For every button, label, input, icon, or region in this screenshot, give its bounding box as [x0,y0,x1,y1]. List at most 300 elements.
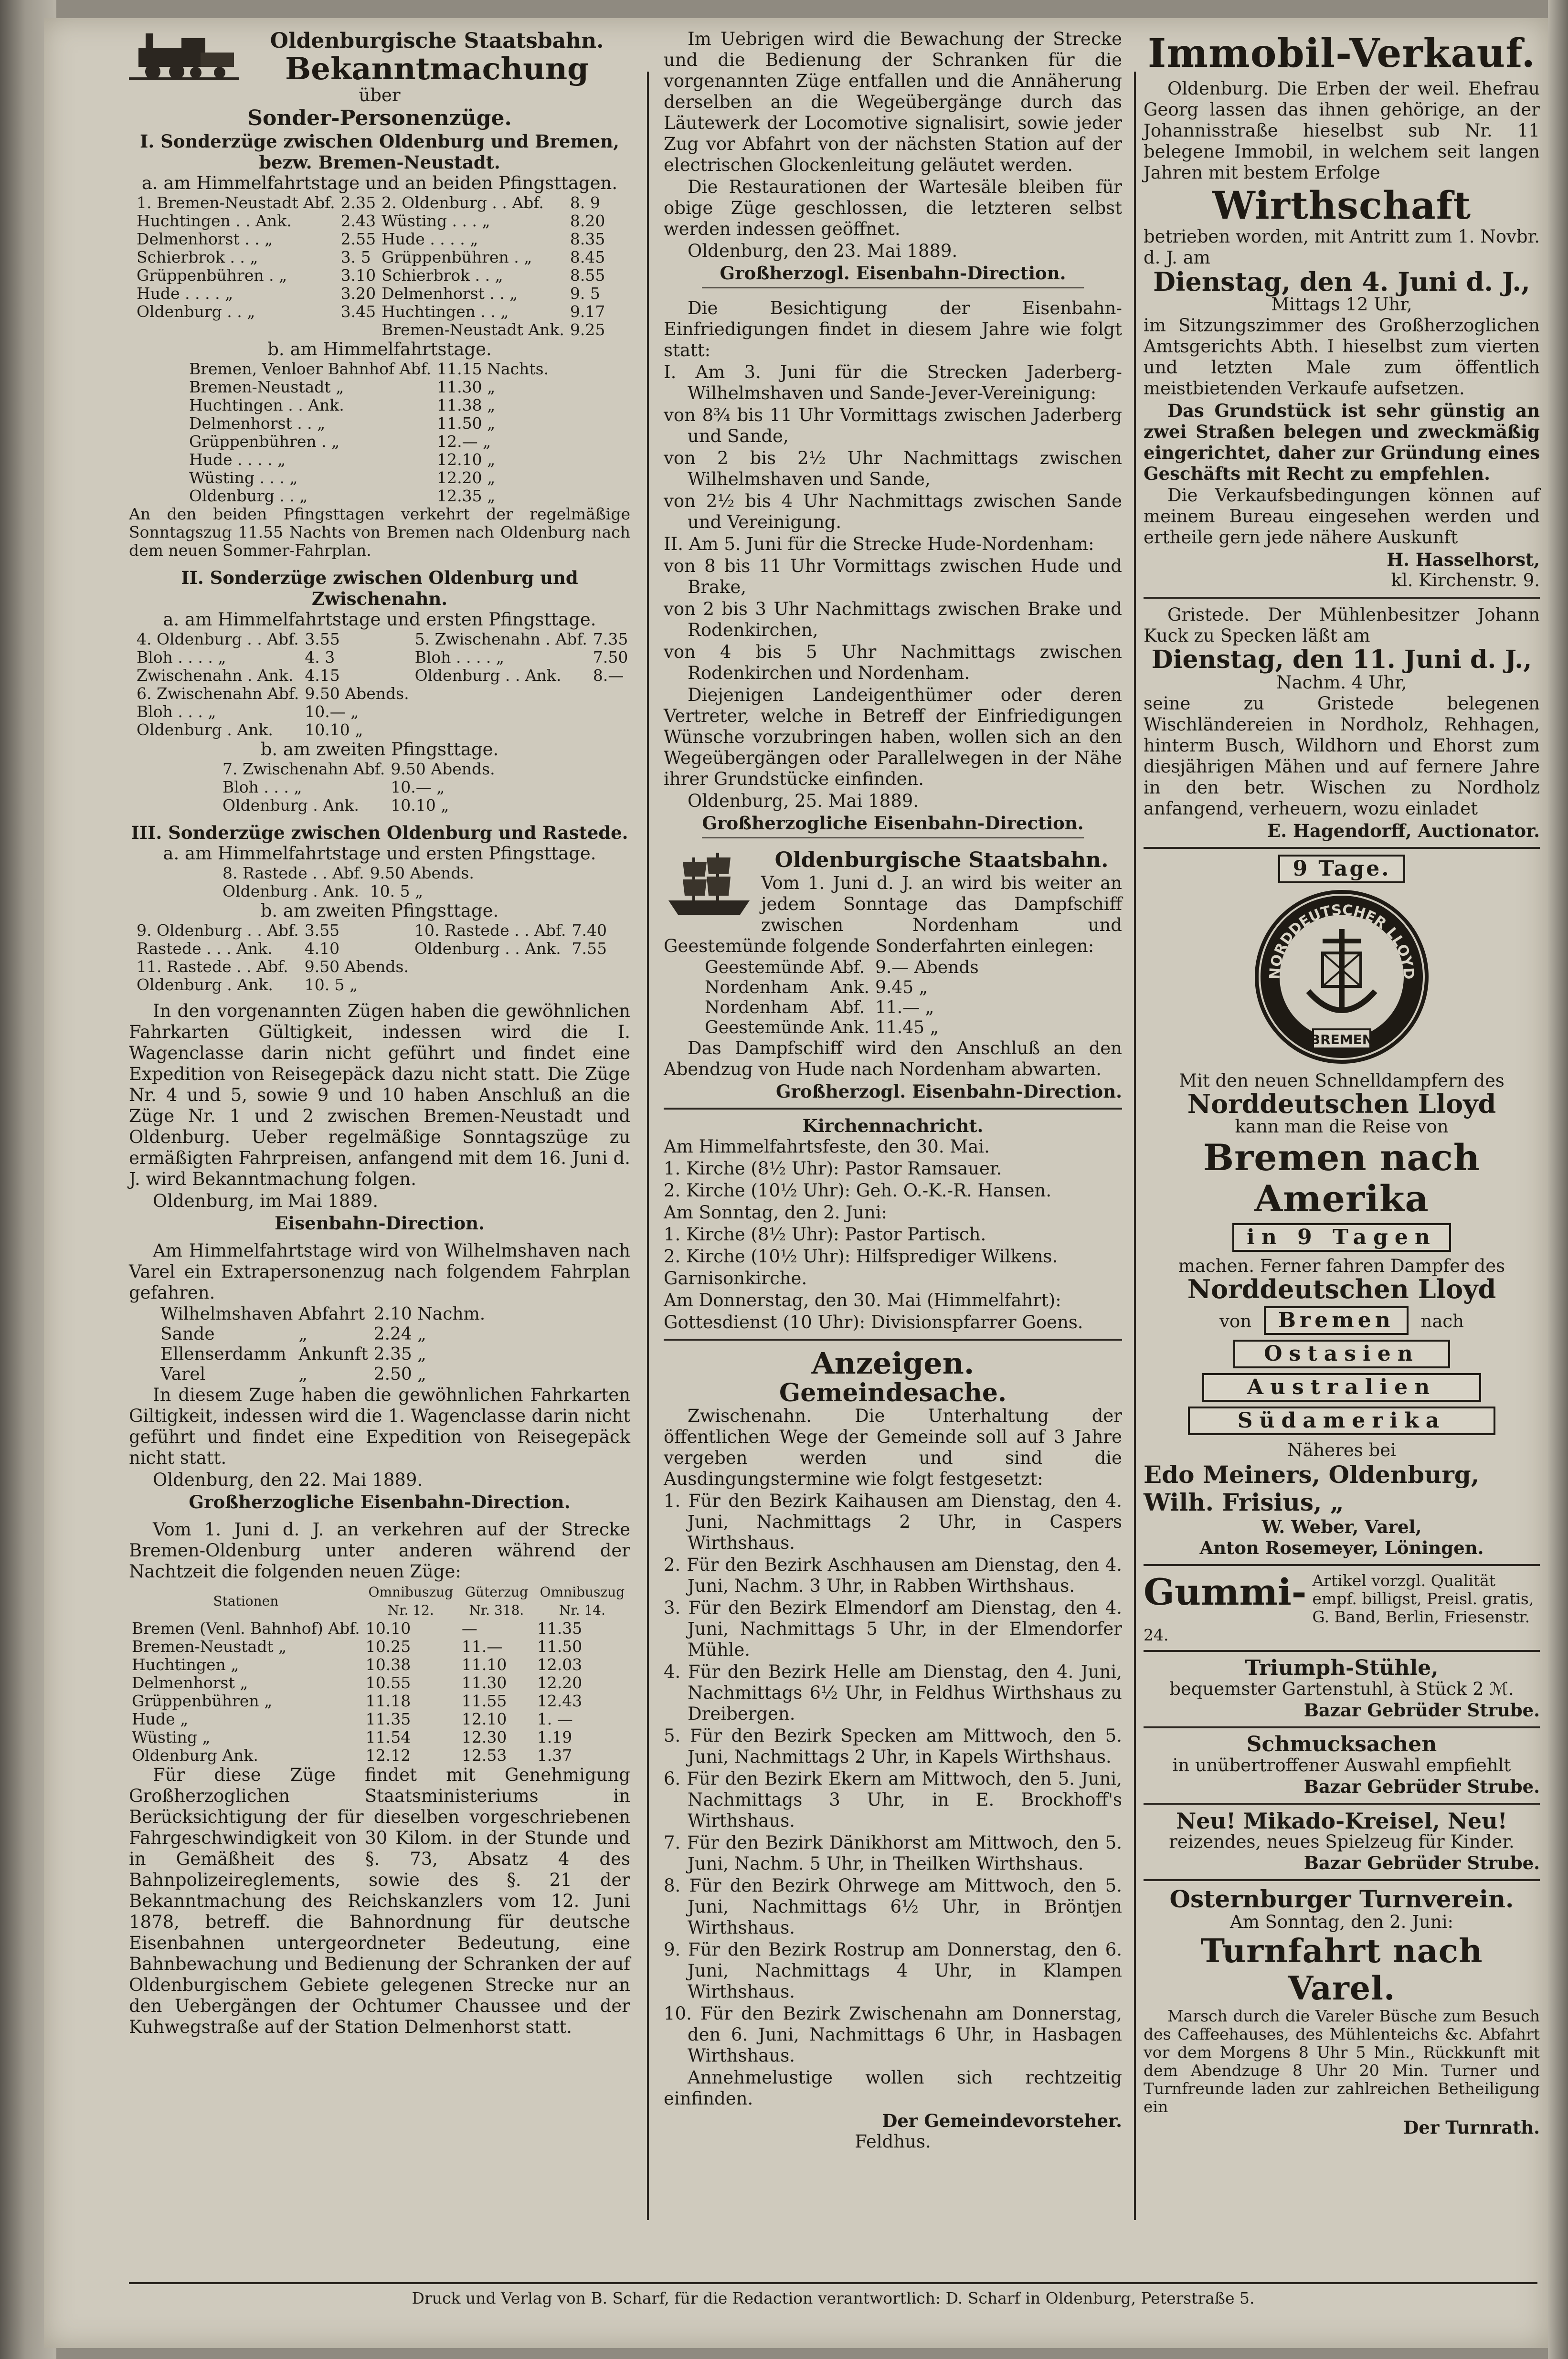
lloyd-more: Näheres bei [1287,1440,1396,1460]
section-3-heading: III. Sonderzüge zwischen Oldenburg und Rastede. [131,822,628,843]
table-row [186,378,551,396]
table-row [134,721,631,739]
table-cell: 11.50 [537,1637,583,1656]
triumph-text: bequemster Gartenstuhl, à Stück 2 ℳ. [1169,1679,1514,1699]
guard-text-1: Im Uebrigen wird die Bewachung der Strecke und die Bedienung der Schranken für die vorgenannten Züge entfallen und die Annäherung derselben an die Wegeübergänge durch das Läutewerk der Locomotive signalisirt, sowie jeder Zug vor Abfahrt von der nächsten Station auf der electrischen Glockenleitung geläutet werden. [664,29,1122,175]
list-item: 10. Für den Bezirk Zwischenahn am Donnerstag, den 6. Juni, Nachmittags 6 Uhr, in Hasbagen Wirthshaus. [664,2003,1122,2066]
table-row [220,778,498,796]
table-row [134,666,631,685]
table-cell [569,976,610,994]
table-cell [590,703,631,721]
locomotive-icon [129,29,239,81]
table-cell: 8.20 [570,212,605,230]
list-item: von 2 bis 3 Uhr Nachmittags zwischen Brake und Rodenkirchen, [664,599,1122,640]
table-cell: 6. Zwischenahn Abf. [137,684,299,703]
table-cell: Bloh . . . „ [222,778,302,796]
table-row [129,1656,630,1674]
table-cell [338,321,379,339]
turnverein-heading: Osternburger Turnverein. [1169,1885,1514,1913]
community-name: Feldhus. [855,2131,931,2152]
table-row [702,978,982,998]
table-cell: Wüsting „ [132,1728,211,1746]
divider [1144,597,1540,599]
table-cell: 10.55 [365,1673,411,1692]
table-cell: „ [298,1365,308,1384]
table-cell: Geestemünde [705,958,825,977]
list-item: von 8¾ bis 11 Uhr Vormittags zwischen Jaderberg und Sande, [664,405,1122,446]
section-3b: b. am zweiten Pfingsttage. [260,900,499,921]
section-2a: a. am Himmelfahrtstage und ersten Pfingsttage. [163,609,596,630]
lloyd-logo-top-text: NORDDEUTSCHER LLOYD [1266,901,1417,980]
table-row [129,1619,630,1638]
wilhelmshaven-timetable [158,1304,488,1385]
gristede-signature: E. Hagendorff, Auctionator. [1267,820,1540,841]
table-row [134,958,610,976]
destination-box: Bremen [1264,1306,1409,1335]
destination-box: Ostasien [1233,1340,1450,1368]
list-item: 2. Für den Bezirk Aschhausen am Dienstag, den 4. Juni, Nachm. 3 Uhr, in Rabben Wirthshaus. [664,1555,1122,1596]
table-cell: Huchtingen „ [132,1655,239,1674]
table-row [186,487,551,505]
jewelry-signature: Bazar Gebrüder Strube. [1303,1776,1540,1797]
table-cell: Delmenhorst „ [132,1673,248,1692]
page-edge [1548,0,1568,2359]
table-cell: 12.53 [461,1746,507,1765]
table-cell: Rastede . . . Ank. [137,939,273,958]
lloyd-days-box: 9 Tage. [1278,855,1405,883]
immobil-address: kl. Kirchenstr. 9. [1391,570,1540,591]
mikado-text: reizendes, neues Spielzeug für Kinder. [1169,1831,1515,1852]
list-item: von 2½ bis 4 Uhr Nachmittags zwischen Sande und Vereinigung. [664,491,1122,532]
gummi-heading: Gummi- [1144,1572,1307,1613]
table-cell: 11.54 [365,1728,411,1746]
table-row [134,212,608,230]
table-cell [412,976,569,994]
table-row [186,414,551,433]
table-cell: Nordenham [705,978,808,997]
table-cell: 2.35 „ [373,1344,426,1364]
table-cell: Delmenhorst . . „ [137,230,273,248]
fence-text: Diejenigen Landeigenthümer oder deren Vertreter, welche in Betreff der Einfriedigungen Wünsche vorzubringen haben, wollen sich an den Wegeübergängen oder Parallelwegen in der Nähe ihrer Grundstücke einfinden. [664,685,1122,789]
table-cell: 11.15 Nachts. [437,360,549,378]
table-cell: Bremen-Neustadt „ [132,1637,287,1656]
table-row [702,998,982,1018]
table-cell: Oldenburg . Ank. [137,720,273,739]
table-row [134,703,631,721]
section-2-heading: II. Sonderzüge zwischen Oldenburg und Zwischenahn. [181,567,578,609]
steamer-header: Oldenburgische Staatsbahn. [774,848,1109,872]
table-cell: Bremen-Neustadt Ank. [381,320,564,339]
title-sonderzuege: Sonder-Personenzüge. [247,106,512,130]
table-cell: Abfahrt [298,1304,365,1324]
table-row [134,285,608,303]
table-row [129,1746,630,1765]
table-row [186,433,551,451]
table-cell: 11.45 „ [875,1018,939,1037]
list-item: von 4 bis 5 Uhr Nachmittags zwischen Rodenkirchen und Nordenham. [664,642,1122,683]
list-item: von 8 bis 11 Uhr Vormittags zwischen Hude und Brake, [664,556,1122,597]
table-row [220,864,477,882]
table-cell: 1.37 [537,1746,572,1765]
steamer-text: Vom 1. Juni d. J. an wird bis weiter an jedem Sonntage das Dampfschiff zwischen Nordenham und Geestemünde folgende Sonderfahrten einlegen: [664,873,1122,956]
table-cell: 10. Rastede . . Abf. [414,921,566,940]
triumph-heading: Triumph-Stühle, [1245,1656,1439,1680]
title-ueber: über [359,85,401,106]
table-cell: 12.20 [537,1673,583,1692]
wilhelmshaven-text-2: In diesem Zuge haben die gewöhnlichen Fahrkarten Giltigkeit, indessen wird die 1. Wagenclasse darin nicht geführt und findet eine Expedition von Reisegepäck nicht statt. [129,1385,630,1468]
table-cell: 5. Zwischenahn . Abf. [414,630,587,648]
table-cell: 10.— „ [391,778,445,796]
timetable-1b [186,360,551,505]
table-row [220,760,498,778]
table-cell: 3.45 [340,302,376,321]
table-cell: 2.10 Nachm. [373,1304,486,1324]
table-cell: Huchtingen . . Ank. [189,396,344,414]
table-cell: Oldenburg . . „ [137,302,255,321]
table-cell: 1. — [537,1710,573,1728]
table-cell: 9.50 Abends. [304,957,409,976]
table-cell: 10. 5 „ [304,975,358,994]
destination-box: Südamerika [1188,1407,1495,1435]
table-cell: 2.50 „ [373,1365,426,1384]
table-cell: 9.17 [570,302,605,321]
table-cell: Delmenhorst . . „ [189,414,326,433]
table-row [186,469,551,487]
church-list [664,1136,1122,1333]
table-cell: 11.30 [461,1673,507,1692]
divider [664,1339,1122,1341]
table-cell: Huchtingen . . „ [381,302,509,321]
table-cell [590,685,631,703]
list-item: Am Himmelfahrtsfeste, den 30. Mai. [664,1136,990,1157]
list-item: 2. Kirche (10½ Uhr): Hilfsprediger Wilkens. [664,1246,1058,1267]
turnverein-text: Marsch durch die Vareler Büsche zum Besuch des Caffeehauses, des Mühlenteichs &c. Abfahrt vor dem Morgens 8 Uhr 5 Min., Rückkunft mit dem Abendzuge 8 Uhr 20 Min. Turner und Turnfreunde laden zur zahlreichen Betheiligung ein [1144,2007,1540,2116]
lloyd-9-days-box: in 9 Tagen [1232,1223,1451,1252]
table-row [158,1324,488,1344]
table-cell: 12.10 „ [437,450,496,469]
mikado-heading: Neu! Mikado-Kreisel, Neu! [1176,1808,1507,1834]
table-cell: 11.55 [461,1692,507,1710]
immobil-heading: Immobil-Verkauf. [1147,31,1536,76]
column-rule [1134,72,1136,2220]
table-cell: 9.50 Abends. [370,864,474,882]
fence-date: Oldenburg, 25. Mai 1889. [688,791,919,811]
turnverein-date: Am Sonntag, den 2. Juni: [1229,1912,1453,1932]
list-item: 1. Kirche (8½ Uhr): Pastor Partisch. [664,1224,986,1245]
table-cell: 9. Oldenburg . . Abf. [137,921,299,940]
table-row [702,958,982,978]
section-2b: b. am zweiten Pfingsttage. [260,739,499,760]
immobil-text-5: Die Verkaufsbedingungen können auf meinem Bureau eingesehen werden und ertheile gern jede nähere Auskunft [1144,485,1540,548]
immobil-text-4: Das Grundstück ist sehr günstig an zwei Straßen belegen und zweckmäßig eingerichtet, daher zur Gründung eines Geschäfts mit Recht zu empfehlen. [1144,400,1540,484]
lloyd-nach: nach [1420,1311,1464,1332]
table-row [134,321,608,339]
lloyd-text-1: Mit den neuen Schnelldampfern des [1179,1070,1504,1091]
lloyd-name-2: Norddeutschen Lloyd [1187,1274,1496,1304]
table-cell: 8.— [593,666,624,685]
table-cell: Hude „ [132,1710,189,1728]
table-cell: 2.55 [340,230,376,248]
divider [1144,1650,1540,1652]
divider [1144,847,1540,849]
table-cell: Hude . . . . „ [189,450,286,469]
table-cell: Bloh . . . „ [137,702,216,721]
church-heading: Kirchennachricht. [802,1115,984,1136]
timetable-3b [134,921,610,994]
section-1-heading: I. Sonderzüge zwischen Oldenburg und Bremen, bezw. Bremen-Neustadt. [140,131,619,173]
gristede-text-2: seine zu Gristede belegenen Wischländereien in Nordholz, Rehhagen, hinterm Busch, Wildhorn und Ehorst zum diesjährigen Mähen und auf fernere Jahre in den betr. Wischen zu Nordholz anfangend, verheuern, wozu einladet [1144,693,1540,819]
table-row [186,360,551,378]
table-row [134,266,608,285]
table-cell: 2.24 „ [373,1324,426,1344]
table-cell: 10. 5 „ [370,882,424,900]
table-cell: 2. Oldenburg . . Abf. [381,193,544,212]
section-1a: a. am Himmelfahrtstage und an beiden Pfingsttagen. [141,173,618,193]
table-cell: 3. 5 [340,248,371,266]
table-cell: 10.10 „ [391,796,449,815]
gristede-text-1: Gristede. Der Mühlenbesitzer Johann Kuck zu Specken läßt am [1144,604,1540,646]
divider [702,287,1084,288]
table-cell: Oldenburg . . Ank. [414,939,561,958]
table-cell: Delmenhorst . . „ [381,284,518,303]
immobil-text-1: Oldenburg. Die Erben der weil. Ehefrau Georg lassen das ihnen gehörige, an der Johannisstraße hieselbst sub Nr. 11 belegene Immobil, in welchem seit langen Jahren mit bestem Erfolge [1144,78,1540,183]
table-cell: 11.— „ [875,998,934,1017]
table-cell: Wilhelmshaven [160,1304,293,1324]
table-cell: Ank. [830,1018,869,1037]
table-cell: Grüppenbühren „ [132,1692,273,1710]
table-cell: Oldenburg . . „ [189,487,308,505]
divider [1144,1803,1540,1805]
jewelry-text: in unübertroffener Auswahl empfiehlt [1172,1755,1511,1776]
table-cell [569,958,610,976]
table-cell: 10.10 [365,1619,411,1638]
table-cell: 12.30 [461,1728,507,1746]
table-cell: 4.15 [305,666,340,685]
timetable-3a [220,864,477,900]
table-cell: Hude . . . . „ [381,230,478,248]
divider [702,837,1084,838]
table-cell: 12.43 [537,1692,583,1710]
table-cell: 7.35 [593,630,628,648]
divider [1144,1879,1540,1881]
title-bekanntmachung: Bekanntmachung [285,51,589,87]
list-item: 8. Für den Bezirk Ohrwege am Mittwoch, den 5. Juni, Nachmittags 6½ Uhr, in Bröntjen Wirthshaus. [664,1875,1122,1938]
lloyd-text-2: kann man die Reise von [1235,1116,1449,1137]
table-cell [590,721,631,739]
special-trains-text: In den vorgenannten Zügen haben die gewöhnlichen Fahrkarten Gültigkeit, indessen wird die I. Wagenclasse darin nicht geführt und findet eine Expedition von Reisegepäck dazu nicht statt. Die Züge Nr. 4 und 5, sowie 9 und 10 haben Anschluß an die Züge Nr. 1 und 2 zwischen Bremen-Neustadt und Oldenburg. Ueber regelmäßige Sonntagszüge zu ermäßigten Fahrpreisen, anfangend mit dem 16. Juni d. J. wird Bekanntmachung folgen. [129,1001,630,1189]
list-item: Garnisonkirche. [664,1268,807,1289]
lloyd-agent-3: W. Weber, Varel, [1261,1516,1422,1537]
table-cell: Schierbrok . . „ [381,266,503,285]
table-cell: 3.55 [305,630,340,648]
gristede-date: Dienstag, den 11. Juni d. J., [1151,645,1532,674]
table-cell: Bremen, Venloer Bahnhof Abf. [189,360,432,378]
list-item: Am Donnerstag, den 30. Mai (Himmelfahrt): [664,1290,1061,1311]
turnverein-trip: Turnfahrt nach Varel. [1200,1932,1483,2008]
table-cell: 11.— [461,1637,503,1656]
lloyd-route: Bremen nach Amerika [1203,1136,1481,1220]
table-cell: 12.— „ [437,432,491,451]
guard-signature: Großherzogl. Eisenbahn-Direction. [720,263,1066,284]
section-1b: b. am Himmelfahrtstage. [267,339,492,360]
list-item: 3. Für den Bezirk Elmendorf am Dienstag, den 4. Juni, Nachmittags 5 Uhr, in der Elmendorfer Mühle. [664,1597,1122,1660]
table-cell: Oldenburg . Ank. [222,796,359,815]
table-cell: 1. Bremen-Neustadt Abf. [137,193,335,212]
imprint-footer: Druck und Verlag von B. Scharf, für die Redaction verantwortlich: D. Scharf in Oldenburg, Peterstraße 5. [129,2282,1537,2307]
table-cell: Zwischenahn . Ank. [137,666,294,685]
table-cell: 7.50 [593,648,628,666]
table-cell: 9.50 Abends. [391,760,495,778]
table-cell: 3.20 [340,284,376,303]
divider [664,1108,1122,1110]
table-cell: 4. 3 [305,648,335,666]
steamer-text-2: Das Dampfschiff wird den Anschluß an den Abendzug von Hude nach Nordenham abwarten. [664,1038,1122,1079]
table-cell: Oldenburg . . Ank. [414,666,562,685]
guard-date: Oldenburg, den 23. Mai 1889. [688,241,958,261]
lloyd-agent-1: Edo Meiners, Oldenburg, [1144,1460,1480,1489]
table-row [134,194,608,212]
table-row [129,1674,630,1692]
steamship-icon [664,848,754,920]
triumph-signature: Bazar Gebrüder Strube. [1303,1700,1540,1721]
table-cell: 11.10 [461,1655,507,1674]
table-cell: Varel [160,1365,206,1384]
timetable-2a [134,630,631,739]
table-cell: 11.35 [365,1710,411,1728]
turnverein-signature: Der Turnrath. [1403,2117,1540,2138]
night-trains-text: Vom 1. Juni d. J. an verkehren auf der Strecke Bremen-Oldenburg unter anderen während der Nachtzeit die folgenden neuen Züge: [129,1519,630,1582]
mikado-signature: Bazar Gebrüder Strube. [1303,1852,1540,1873]
night-trains-text-2: Für diese Züge findet mit Genehmigung Großherzoglichen Staatsministeriums in Berücksichtigung der für dieselben vorgeschriebenen Fahrgeschwindigkeit von 30 Kilom. in der Stunde und in Gemäßheit des §. 73, Absatz 4 des Bahnpolizeireglements, sowie des §. 21 der Bekanntmachung des Reichskanzlers vom 12. Juni 1878, betreff. die Bahnordnung für deutsche Eisenbahnen untergeordneter Bedeutung, eine Bahnbewachung und Bedienung der Schranken der auf Oldenburgischem Gebiete gelegenen Strecke nur an den Uebergängen der Ochtumer Chaussee und der Kuhwegstraße auf der Station Delmenhorst statt. [129,1765,630,2037]
gristede-time: Nachm. 4 Uhr, [1276,672,1407,693]
gummi-text: Artikel vorzgl. Qualität empf. billigst, Preisl. gratis, G. Band, Berlin, Friesenstr. 24. [1144,1572,1534,1644]
table-row [158,1304,488,1324]
wilhelmshaven-text: Am Himmelfahrtstage wird von Wilhelmshaven nach Varel ein Extrapersonenzug nach folgendem Fahrplan gefahren. [129,1240,630,1303]
table-row [220,796,498,815]
table-cell: 12.12 [365,1746,411,1765]
table-row [129,1728,630,1746]
divider [1144,1726,1540,1728]
column-3 [1144,29,1540,2138]
table-cell: 8. 9 [570,193,600,212]
steamer-signature: Großherzogl. Eisenbahn-Direction. [775,1081,1122,1102]
table-header-row [129,1583,630,1619]
table-row [134,940,610,958]
immobil-signature: H. Hasselhorst, [1387,549,1540,570]
table-cell: 9.50 Abends. [305,684,409,703]
wilhelmshaven-date: Oldenburg, den 22. Mai 1889. [153,1470,423,1490]
lloyd-logo-bottom-text: BREMEN [1310,1032,1374,1047]
special-trains-date: Oldenburg, im Mai 1889. [153,1191,379,1211]
jewelry-heading: Schmucksachen [1246,1732,1437,1756]
table-header-cell: Güterzug Nr. 318. [465,1584,529,1618]
steamer-timetable [702,958,982,1038]
table-cell: 12.10 [461,1710,507,1728]
table-cell: „ [298,1324,308,1344]
timetable-1a [134,194,608,339]
table-row [134,648,631,666]
table-cell: 10.— „ [305,702,359,721]
lloyd-destinations [1144,1306,1540,1435]
table-cell: Sande [160,1324,215,1344]
immobil-date: Dienstag, den 4. Juni d. J., [1153,266,1530,297]
table-cell: Oldenburg Ank. [132,1746,258,1765]
table-cell: Hude . . . . „ [137,284,233,303]
table-cell: 12.20 „ [437,468,496,487]
table-cell: 3.10 [340,266,376,285]
table-cell: 7.55 [572,939,607,958]
community-list [664,1491,1122,2066]
table-row [186,451,551,469]
special-trains-signature: Eisenbahn-Direction. [275,1213,485,1234]
community-end: Annehmelustige wollen sich rechtzeitig einfinden. [664,2067,1122,2109]
list-item: 5. Für den Bezirk Specken am Mittwoch, den 5. Juni, Nachmittags 2 Uhr, in Kapels Wirthshaus. [664,1725,1122,1767]
table-cell: Abf. [830,998,865,1017]
divider [1144,1564,1540,1566]
column-1 [129,29,630,2039]
community-intro: Zwischenahn. Die Unterhaltung der öffentlichen Wege der Gemeinde soll auf 3 Jahre vergeben werden und sind die Ausdingungstermine wie folgt festgesetzt: [664,1406,1122,1489]
table-row [186,396,551,414]
table-cell: Geestemünde [705,1018,825,1037]
table-header-cell: Omnibuszug Nr. 14. [540,1584,625,1618]
table-cell [412,721,590,739]
table-cell: 10.25 [365,1637,411,1656]
table-cell: Grüppenbühren . „ [381,248,532,266]
table-cell: 11.18 [365,1692,411,1710]
lloyd-anchor-logo-icon [1251,886,1432,1068]
table-cell: Ellenserdamm [160,1344,286,1364]
table-cell: 2.43 [340,212,376,230]
table-cell: Oldenburg . Ank. [137,975,273,994]
table-row [129,1710,630,1728]
table-row [134,976,610,994]
table-cell: Grüppenbühren . „ [137,266,287,285]
table-header-cell: Stationen [213,1593,279,1609]
table-row [220,882,477,900]
lloyd-agent-4: Anton Rosemeyer, Löningen. [1199,1537,1484,1558]
table-cell: 4. Oldenburg . . Abf. [137,630,299,648]
column-2 [664,29,1122,2152]
table-row [129,1638,630,1656]
night-trains-table [129,1583,630,1765]
table-row [134,630,631,648]
table-row [134,921,610,940]
table-cell: Abf. [830,958,865,977]
table-cell [412,958,569,976]
list-item: 1. Kirche (8½ Uhr): Pastor Ramsauer. [664,1158,1002,1179]
section-3a: a. am Himmelfahrtstage und ersten Pfingsttage. [163,843,596,864]
table-cell: 9. 5 [570,284,600,303]
table-cell: 10.10 „ [305,720,363,739]
header-staatsbahn: Oldenburgische Staatsbahn. [270,29,604,53]
immobil-wirthschaft: Wirthschaft [1212,183,1472,228]
table-cell: 10.38 [365,1655,411,1674]
table-cell: 8.35 [570,230,605,248]
list-item: Gottesdienst (10 Uhr): Divisionspfarrer Goens. [664,1312,1083,1333]
immobil-text-3: im Sitzungszimmer des Großherzoglichen Amtsgerichts Abth. I hieselbst zum vierten und letzten Male zum öffentlich meistbietenden Verkaufe aufsetzen. [1144,315,1540,399]
destination-box: Australien [1202,1373,1481,1402]
table-row [134,685,631,703]
wilhelmshaven-signature: Großherzogliche Eisenbahn-Direction. [189,1492,571,1513]
table-cell: 12.03 [537,1655,583,1674]
fence-schedule [664,362,1122,684]
table-cell: Nordenham [705,998,808,1017]
table-cell: Oldenburg . Ank. [222,882,359,900]
table-cell: 1.19 [537,1728,572,1746]
table-cell: 11.50 „ [437,414,496,433]
table-cell: 11.30 „ [437,378,496,396]
list-item: von 2 bis 2½ Uhr Nachmittags zwischen Wilhelmshaven und Sande, [664,448,1122,489]
